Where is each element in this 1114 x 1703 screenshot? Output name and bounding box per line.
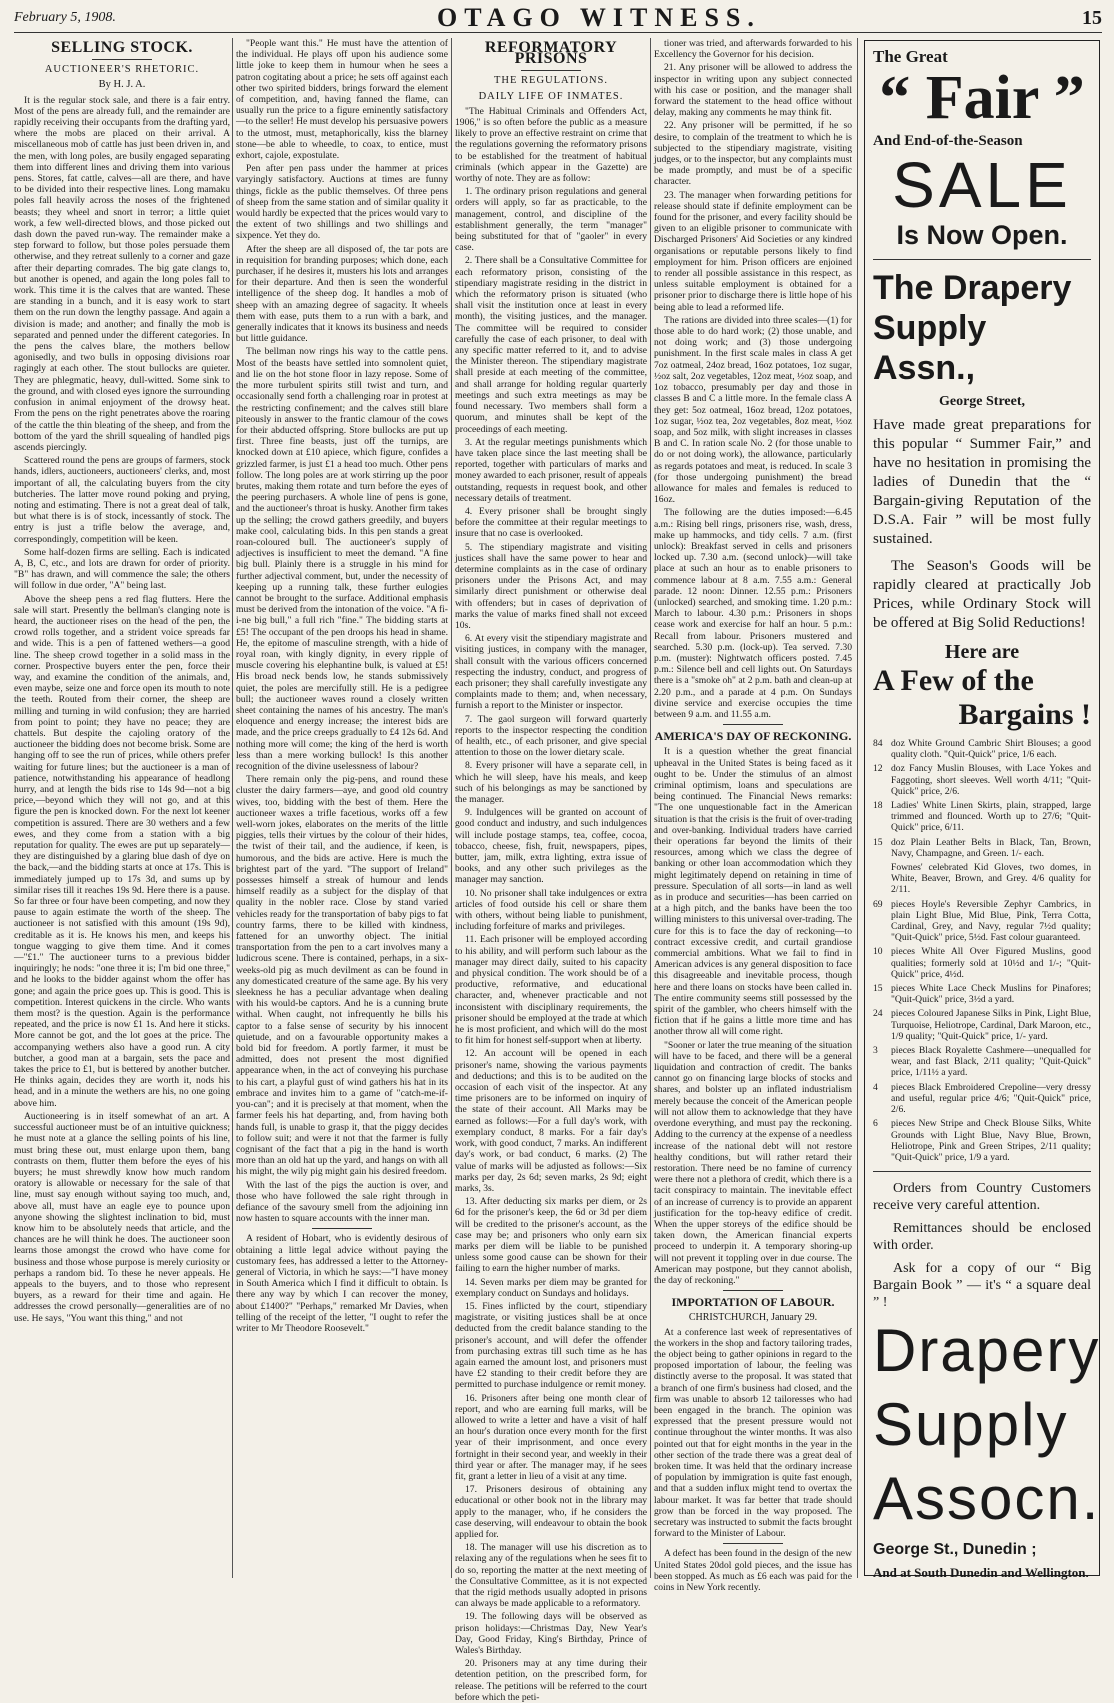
paragraph: Some half-dozen firms are selling. Each is indicated A, B, C, etc., and lots are drawn for order of priority. "B" has drawn, and will commence the sale; the others will follow in due order, "A" being last. [14,546,230,592]
divider [312,1228,372,1229]
item-quantity: 15 [873,983,883,995]
item-quantity: 4 [873,1081,878,1093]
paragraph: A defect has been found in the design of the new United States 20dol gold pieces, and the issue has been stopped. As much as £6 each was paid for the coins in New York recently. [654,1548,852,1594]
paragraph: With the last of the pigs the auction is over, and those who have followed the sale right through in defiance of the savoury smell from the adjoining inn now hasten to square accounts with the inner man. [236,1179,448,1225]
ad-company-name: The Drapery [873,269,1072,307]
paragraph: "The Habitual Criminals and Offenders Act, 1906," is so often before the public as a measure likely to prove an effective restraint on crime that the regulations governing the reformatory prisons to be established for the treatment of habitual criminals (which appear in the Gazette) are worthy of note. They are as follow: [455,105,647,185]
column-rule [232,38,233,1578]
ad-paragraph: The Season's Goods will be rapidly cleared at practically Job Prices, while Ordinary Stock will be offered at Big Solid Reductions! [873,558,1091,631]
paragraph: 3. At the regular meetings punishments which have taken place since the last meeting shall be reported, together with particulars of marks and money awarded to each prisoner, result of appeals outstanding, requests in request book, and other necessary details of treatment. [455,436,647,504]
list-item [873,738,1091,760]
paragraph: 21. Any prisoner will be allowed to address the inspector in writing upon any subject connected with his case or position, and the manager shall forward the statement to the head office without delay, making any comments he may think fit. [654,62,852,119]
item-description: pieces Black Embroidered Crepoline—very dressy and useful, regular price 4/6; "Quit-Quick" price, 2/6. [891,1081,1091,1116]
paragraph: There remain only the pig-pens, and round these cluster the dairy farmers—aye, and good old country wives, too, bidding with the best of them. Here the auctioneer waxes a trifle facetious, works off a few well-worn jokes, elaborates on the merits of the little piggies, tells their virtues by the colour of their hides, the twist of their tail, and the audience, if keen, is humorous, and the bids are active. Here is much the brightest part of the yard. "The support of Ireland" possesses himself a streak of humour and lends himself readily as a subject for the display of that quality in the nobler race. Close by stand varied vehicles ready for the transportation of baby pigs to fat country farms, there to be killed with kindness, fattened for an unworthy object. The initial transportation from the pen to a cart involves many a ludicrous scene. There is contained, perhaps, in a six-weeks-old pig as much devilment as can be found in any domesticated creature of the same age. By his very sleekness he has a peculiar advantage when dealing with his would-be captors. And he is a cunning brute withal. When caught, not infrequently he bills his captor to a false sense of security by his innocent quietude, and on a favourable opportunity makes a bold bid for freedom. A portly farmer, it must be admitted, does not present the most dignified appearance when, in the act of conveying his purchase to his cart, a playful gust of wind gathers his hat in its embrace and invites him to a game of "catch-me-if-you-can"; and it is precisely at that moment, when the farmer feels his hat departing, and, from having both hands full, is unable to grasp it, that the piggy decides to follow suit; and were it not that the farmer is fully cognisant of the fact that a pig in the hand is worth more than an old hat up the yard, and hangs on with all his might, the wily pig might gain his desired freedom. [236,774,448,1178]
ad-line: And End-of-the-Season [873,133,1023,149]
item-description: pieces New Stripe and Check Blouse Silks, White Grounds with Light Blue, Navy Blue, Brown, Heliotrope, Pink and Green Stripes, 2/11 quality; "Quit-Quick" price, 1/9 a yard. [891,1118,1091,1163]
ad-line: Is Now Open. [896,220,1068,250]
item-description: doz White Ground Cambric Shirt Blouses; a good quality cloth. "Quit-Quick" price, 1/6 each. [891,738,1091,761]
paragraph: 9. Indulgences will be granted on account of good conduct and industry, and such indulgences will include postage stamps, tea, coffee, cocoa, tobacco, cheese, fish, fruit, newspapers, pipes, butter, jam, milk, extra lighting, extra issue of books, and any other such privileges as the manager may sanction. [455,807,647,886]
list-item [873,862,1091,896]
ad-headline-fair: “ Fair ” [879,64,1085,132]
item-description: doz Plain Leather Belts in Black, Tan, Brown, Navy, Champagne, and Green. 1/- each. [891,836,1091,859]
item-description: Ladies' White Linen Skirts, plain, strapped, large trimmed and flounced. Worth up to 27/6; "Quit-Quick" price, 6/11. [891,800,1091,834]
list-item [873,946,1091,980]
column-rule [857,38,858,1578]
paragraph: 8. Every prisoner will have a separate cell, in which he will sleep, have his meals, and keep such of his belongings as may be sanctioned by the manager. [455,760,647,805]
list-item [873,800,1091,834]
paragraph: 19. The following days will be observed as prison holidays:—Christmas Day, New Year's Day, Good Friday, King's Birthday, Prince of Wales's Birthday. [455,1611,647,1657]
paragraph: It is a question whether the great financial upheaval in the United States is being faced as it ought to be. Under the stimulus of an almost criminal optimism, loans and speculations are being continued. The Financial News remarks: "The one unquestionable fact in the American situation is that the crisis is the fruit of over-trading and over-banking. Individual traders have carried their operations far beyond the limits of their resources, among which we class the degree of banking or other loan accommodation which they might legitimately depend on retaining in time of pressure. Speculation of all sorts—in land as well as in produce and securities—has been carried on at a high pitch, and the banks have been the too willing ministers to this universal over-trading. The cure for this is to face the day of reckoning—to contract excessive credit, and curtail grandiose commercial ambitions. What we fail to find in American advices is any general disposition to face this disagreeable and inevitable process, though here and there loans on stocks have been called in. The entire community seems still possessed by the spirit of the gambler, who cheers himself with the fiction that if he gains a little more time and has another throw all will come right. [654,746,852,1038]
list-item [873,1118,1091,1163]
paragraph: "People want this." He must have the attention of the individual. He plays off upon his audience some little joke to keep them in humour when he sees a patron cogitating about a price; he sets off against each other two spirited bidders, brings forward the element of competition, and, having fanned the flame, can usually run the price to a figure eminently satisfactory—to the seller! He must develop his persuasive powers to the utmost, must, metaphorically, kiss the blarney stone—be able to wheedle, to coax, to entice, must exhort, cajole, expostulate. [236,38,448,162]
paragraph: After the sheep are all disposed of, the tar pots are in requisition for branding purposes; which done, each purchaser, if he desires it, musters his lots and arranges for their departure. And then is seen the wonderful intelligence of the sheep dog. It handles a mob of sheep with an amazing degree of sagacity. It wheels them with ease, puts them to a run with a bark, and generally indicates that it knows its business and needs but little guidance. [236,243,448,345]
ad-paragraph: Ask for a copy of our “ Big Bargain Book ” — it's “ a square deal ” ! [873,1261,1091,1311]
ad-company-large: Drapery [873,1317,1101,1385]
ad-line: The Great [873,47,948,66]
paragraph: 4. Every prisoner shall be brought singly before the committee at their regular meetings to insure that no case is overlooked. [455,505,647,540]
paragraph: It is the regular stock sale, and there is a fair entry. Most of the pens are already full, and the remainder are rapidly receiving their occupants from the drafting yard, where the mobs are placed on their arrival. A miscellaneous mob of cattle has just been driven in, and the men, with long poles, are busily engaged separating them into different lines and driving them into various pens. Stores, fat cattle, calves—all are there, and have to be divided into their respective lines. Long mamaku poles fall heavily across the noses of the frightened beasts; they wheel and snort in terror; a little quiet work, a few well-directed blows, and those picked out dash down the paved run-way. The remainder make a step forward to follow, but those poles persuade them otherwise, and they retreat sullenly to a corner and gaze after their departing comrades. The big gate clangs to, but another is opened, and again the long poles fall to work. This time it is the calves that are wanted. These are standing in a bunch, and it is easy work to start them on the run down the lengthy passage. And again a division is made; and another; and finally the mob is separated and penned under the different categories. In the pens the calves blare, the mothers bellow agonisedly, and two bulls in opposing divisions roar ragingly at each other. The stout bullocks are quieter. They are phlegmatic, heavy, dull-witted. Some sink to the ground, and with closed eyes ignore the surrounding confusion in animal enjoyment of the drowsy heat. From the pens on the right penetrates above the roaring of the cattle the thin bleating of the sheep, and from the bottom of the yard the shrill squealing of handled pigs ascends piercingly. [14,94,230,453]
article-title-americas-day-of-reckoning: AMERICA'S DAY OF RECKONING. [654,729,852,744]
ad-company-name: Supply Assn., [873,309,987,387]
paragraph: The following are the duties imposed:—6.45 a.m.: Rising bell rings, prisoners rise, wash, dress, make up hammocks, and tidy cells. 7 a.m. (first unlock): Breakfast served in cells and prisoners locked up. 7.30 a.m. (second unlock)—will take place at such an hour as to enable prisoners to commence labour at 8 a.m. 7.55 a.m.: General parade. 12 noon: Dinner. 12.55 p.m.: Prisoners (unlocked) searched, and smoking time. 1.20 p.m.: March to labour. 4.30 p.m.: Prisoners in shops cease work and exercise for half an hour. 5 p.m.: Recall from labour. Prisoners mustered and searched. 5.30 p.m. (lock-up). Tea served. 7.30 p.m. (muster): Nightwatch officers posted. 7.45 p.m.: Silence bell and cell lights out. On Saturdays there is a "smoke oh" at 2 p.m. bath and clean-up at 2.20 p.m., and a parade at 4 p.m. On Sundays divine service and exercise occupies the time between 9 a.m. and 11.55 a.m. [654,507,852,720]
paragraph: 1. The ordinary prison regulations and general orders will apply, so far as practicable, to the management, control, and discipline of the establishment generally, the term "manager" being substituted for that of "gaoler" in every case. [455,186,647,254]
item-quantity: 24 [873,1008,883,1020]
paragraph: 13. After deducting six marks per diem, or 2s 6d for the prisoner's keep, the 6d or 3d per diem will be credited to the prisoner's account, as the case may be; and prisoners who only earn six marks per diem will be liable to be punished unless some good cause can be shown for their failing to earn the higher number of marks. [455,1196,647,1275]
newspaper-title: OTAGO WITNESS. [437,3,761,32]
article-title-reformatory-prisons: REFORMATORY PRISONS [484,39,618,68]
item-quantity: 84 [873,738,883,749]
ad-company-large: Supply [873,1391,1069,1459]
article-byline: By H. J. A. [98,79,146,91]
article-title-importation-of-labour: IMPORTATION OF LABOUR. [671,1295,835,1310]
paragraph: 7. The gaol surgeon will forward quarterly reports to the inspector respecting the condition of health, etc., of each prisoner, and give special attention to those on the lower dietary scale. [455,713,647,759]
article-subtitle: AUCTIONEER'S RHETORIC. [44,64,200,76]
paragraph: Scattered round the pens are groups of farmers, stock hands, idlers, auctioneers, auctioneers' clerks, and, most important of all, the calculating buyers from the city butcheries. The latter move round poking and prying, noting and estimating. There is not a great deal of talk, but what there is is of stock, incessantly of stock. The entry is just a trifle below the average, and, correspondingly, competition will be keen. [14,455,230,545]
divider [521,70,581,71]
item-quantity: 15 [873,836,883,848]
item-quantity: 10 [873,946,883,958]
ad-branches: And at South Dunedin and Wellington. [873,1565,1089,1581]
masthead [14,4,1102,33]
ad-paragraph: Orders from Country Customers receive very careful attention. [873,1181,1091,1214]
column-2 [236,38,448,1578]
article-title-selling-stock: SELLING STOCK. [51,39,193,56]
paragraph: 16. Prisoners after being one month clear of report, and who are earning full marks, will be allowed to write a letter and have a visit of half an hour's duration once every month for the first year of their imprisonment, and once every fortnight in their second year, and weekly in their third year or after. The manager may, if he sees fit, grant a letter in lieu of a visit at any time. [455,1392,647,1482]
article-subtitle: THE REGULATIONS. [494,75,608,87]
paragraph: 20. Prisoners may at any time during their detention petition, on the prescribed form, for release. The petitions will be referred to the court before which the peti- [455,1658,647,1703]
ad-heading: A Few of the [873,664,1034,697]
item-description: pieces White All Over Figured Muslins, good qualities; formerly sold at 10½d and 1/-; "Quit-Quick" price, 4½d. [891,946,1091,980]
divider [723,1290,783,1291]
paragraph: 17. Prisoners desirous of obtaining any educational or other book not in the library may apply to the manager, who, if he considers the case deserving, will endeavour to obtain the book applied for. [455,1484,647,1540]
divider [92,59,152,60]
item-quantity: 12 [873,763,883,775]
list-item [873,1008,1091,1042]
paragraph: 5. The stipendiary magistrate and visiting justices shall have the same power to hear and determine complaints as in the case of ordinary prisoners under the Prisons Act, and may similarly direct punishment or otherwise deal with offenders; but in cases of deprivation of marks the value of marks fined shall not exceed 10s. [455,541,647,631]
divider [723,724,783,725]
item-description: pieces White Lace Check Muslins for Pinafores; "Quit-Quick" price, 3½d a yard. [891,983,1091,1006]
list-item [873,899,1091,944]
item-description: Fownes' celebrated Kid Gloves, two domes, in White, Beaver, Brown, and Grey. 4/6 quality for 2/11. [891,862,1091,896]
paragraph: The rations are divided into three scales—(1) for those able to do hard work; (2) those unable, and not doing work; and (3) those undergoing punishment. In the first scale males in class A get 7oz oatmeal, 24oz bread, 16oz potatoes, 1oz sugar, ½oz salt, 2oz vegetables, 12oz meat, ½oz soap, and 1oz tobacco, presumably per day and those in classes B and C a little more. In the female class A they get: 5oz oatmeal, 16oz bread, 12oz potatoes, 1oz sugar, ½oz tea, 2oz vegetables, 8oz meat, ½oz soap, and 5oz milk, with slight increases in classes B and C. In ration scale No. 2 (for those unable to do or not doing work), the allowance, particularly as regards potatoes and meat, is reduced. In scale 3 (for those undergoing punishment) the bread allowance for males and females is reduced to 16oz. [654,314,852,506]
ad-paragraph: Have made great preparations for this popular “ Summer Fair,” and have no hesitation in promising the ladies of Dunedin that the “ Bargain-giving Reputation of the D.S.A. Fair ” will be most fully sustained. [873,417,1091,547]
paragraph: 6. At every visit the stipendiary magistrate and visiting justices, in company with the manager, shall consult with the various officers concerned respecting the industry, conduct, and progress of each prisoner; they shall carefully investigate any complaints made to them; and, when necessary, furnish a report to the Minister or inspector. [455,633,647,712]
ad-address: George St., Dunedin ; [873,1541,1037,1559]
paragraph: 22. Any prisoner will be permitted, if he so desire, to complain of the treatment to which he is subjected to the stipendiary magistrate, visiting judges, or to the inspector, but any complaints must be made promptly, and must be of a specific character. [654,120,852,188]
paragraph: Above the sheep pens a red flag flutters. Here the sale will start. Presently the bellman's clanging note is heard, the auctioneer rises on the head of the pen, the crowd rolls together, and a strident voice spreads far and wide. This is a pen of fattened wethers—a good line. The sheep crowd together in a solid mass in the corner. Prospective buyers enter the pen, force their way, and examine the condition of the animals, and, even maybe, seize one and force open its mouth to note the teeth. Routed from their corner, the sheep are milling and turning in wild confusion; they are harried from point to point; they have no peace; they are chattels. But despite the cajoling oratory of the auctioneer the bidding does not become brisk. Some are hanging off to see the run of prices, while others prefer waiting for future lines; but the auctioneer is a man of patience, notwithstanding his appearance of headlong hurry, and at length the bids rise to 14s 9d—not a big price,—beyond which they will not go, and at this figure the pen is knocked down. For the next lot keener competition is assured. There are 30 wethers and a few ewes, and they come from a station with a big reputation for quality. The ewes are put up separately—they are distinguished by a glaring blue dash of dye on the back,—and the bidding starts at once at 17s. This is immediately jumped up to 17s 3d, and sums up by similar rises till it reaches 19s 9d. Here there is a pause. So far three or four have been competing, and now they pause to again estimate the worth of the sheep. The auctioneer is not satisfied with this amount (19s 9d), creditable as it is. He knows his men, and keeps his tongue wagging to give them time. And it comes—"£1." The auctioneer turns to a previous bidder inquiringly; he nods: "one three it is; I'm bid one three," and he looks to the bidder against whom the offer has gone; and again the price goes up. This is good. This is competition. Interest quickens in the circle. Who wants them most? is the question. Again is the performance repeated, and the price is now £1 1s. And here it sticks. More cannot be got, and the lot goes at the price. The accompanying wethers also have a good run. A city butcher, a good man at a bargain, sets the pace and takes the price to £1, but is bettered by another butcher. He thinks again, decides they are worth it, nods his head, and in a minute the wethers are his, no one going above him. [14,593,230,1109]
paragraph: 14. Seven marks per diem may be granted for exemplary conduct on Sundays and holidays. [455,1276,647,1299]
ad-address: George Street, [938,394,1026,409]
list-item [873,1082,1091,1116]
item-description: pieces Coloured Japanese Silks in Pink, Light Blue, Turquoise, Heliotrope, Cardinal, Dark Maroon, etc., 1/9 quality; "Quit-Quick" price, 1/- yard. [891,1008,1091,1042]
column-rule [451,38,452,1578]
item-description: pieces Black Royalette Cashmere—unequalled for wear, and fast Black, 2/11 quality; "Quit-Quick" price, 1/11½ a yard. [891,1045,1091,1079]
issue-date: February 5, 1908. [14,10,116,25]
ad-headline-sale: SALE [892,149,1072,221]
divider [873,259,1091,260]
paragraph: The bellman now rings his way to the cattle pens. Most of the beasts have settled into somnolent quiet, and lie on the hot stone floor in lazy repose. Some of the more turbulent spirits still twist and turn, and occasionally send forth a challenging roar in protest at the restricting confinement; and the calves still blare piteously in answer to the frantic clamour of the cows for their abducted offspring. Store bullocks are put up first. Three fine beasts, just off the turnips, are knocked down at £10 apiece, which figure, confides a grizzled farmer, is just £1 a head too much. Other pens follow. The long poles are at work stirring up the poor brutes, making them rotate and turn before the eyes of the peering purchasers. A whole line of pens is gone, and the auctioneer's throat is husky. Another firm takes up the selling; the crowd gathers greedily, and buyers make cool, calculating bids. In this pen stands a great roan-coloured bull. The auctioneer's supply of adjectives is insufficient to meet the demand. "A fine big bull. Plainly there is a struggle in his mind for further adjectival comment, but, under the necessity of keeping up a running talk, these further eulogies cannot be brought to the surface. Additional emphasis must be derived from the intonation of the voice. "A fi-i-ne big bull," a full rich "fine." The bidding starts at £5! The occupant of the pen droops his head in shame. He, the epitome of masculine strength, with a hide of royal roan, with kingly dignity, in every ripple of muscle covering his elephantine bulk, is valued at £5! His broad neck bends low, he stands submissively quiet, the poles are mercifully still. He is a pedigree bull; the auctioneer waves round a closely written sheet containing the names of his ancestry. The man's eloquence and energy increase; the interest bids are made, and the price creeps gradually to £4 12s 6d. And nothing more will come; the king of the herd is worth less than a mere working bullock! Is this another recognition of the divine uselessness of labour? [236,346,448,772]
list-item [873,837,1091,859]
divider [873,1171,1091,1172]
item-quantity: 18 [873,800,883,812]
paragraph: Auctioneering is in itself somewhat of an art. A successful auctioneer must be of an intuitive quickness; he must note at a glance the selling points of his line, must bring these out, must enlarge upon them, bang contrasts on them, flutter them before the eyes of his buyers; he must shrewdly know how much random oratory is allowable or necessary for the sale of that line, must say enough without saying too much, and, above all, must have an eagle eye to pounce upon anyone showing the slightest inclination to bid, must know him to be absolutely needs that article, and the chances are he will think he does. The auctioneer soon learns those amongst the crowd who have come for business and those whose purpose is merely curiosity or perhaps a random bid. To these he never appeals. He appeals to the buyers, and to those who represent buyers, as a reward for their time and again. He addresses the crowd personally—generalities are of no use. He says, "You want this thing," and not [14,1110,230,1324]
column-rule [650,38,651,1578]
item-quantity: 3 [873,1045,878,1057]
article-subtitle: DAILY LIFE OF INMATES. [478,90,624,102]
item-description: doz Fancy Muslin Blouses, with Lace Yokes and Faggoting, short sleeves. Well worth 4/11; "Quit-Quick" price, 2/6. [891,763,1091,797]
list-item [873,763,1091,797]
item-description: pieces Hoyle's Reversible Zephyr Cambrics, in plain Light Blue, Mid Blue, Pink, Terra Cotta, Cardinal, Grey, and Navy, regular 7½d quality; "Quit-Quick" price, 5½d. Fast colour guaranteed. [891,898,1091,944]
paragraph: 15. Fines inflicted by the court, stipendiary magistrate, or visiting justices shall be at once deducted from the credit balance standing to the prisoner's account, and will defer the offender from purchasing extras till such time as he has again earned the amount lost, and prisoners must have £2 standing to their credit before they are permitted to purchase indulgence or remit money. [455,1300,647,1391]
ad-heading: Bargains ! [958,698,1091,731]
paragraph: Pen after pen pass under the hammer at prices varyingly satisfactory. Auctions at times are funny things, fickle as the public themselves. Of three pens of sheep from the same station and of similar quality it would hardly be expected that the prices would vary to the extent of two shillings and two shillings and sixpence. Yet they do. [236,163,448,242]
paragraph: 12. An account will be opened in each prisoner's name, showing the various payments and deductions; and this is to be audited on the occasion of each visit of the inspector. At any time prisoners are to be informed on inquiry of the state of their account. All Marks may be earned as follows:—For a full day's work, with exemplary conduct, 8 marks. For a fair day's work, with good conduct, 7 marks. An indifferent day's work, or bad conduct, 6 marks. (2) The value of marks will be adjusted as follows:—Six marks per day, 2s 6d; seven marks, 2s 9d; eight marks, 3s. [455,1048,647,1194]
paragraph: tioner was tried, and afterwards forwarded to his Excellency the Governor for his decision. [654,38,852,61]
article-body [14,95,230,1324]
dateline: CHRISTCHURCH, January 29. [688,1312,818,1324]
divider [723,1543,783,1544]
paragraph: 11. Each prisoner will be employed according to his ability, and will perform such labour as the manager may direct daily, suited to his capacity and physical condition. The work should be of a productive, reformative, and educational character, and, whenever practicable and not inconsistent with disciplinary requirements, the prisoner should be employed at the trade at which he is most proficient, and which will do the most to fit him for honest self-support when at liberty. [455,934,647,1047]
paragraph: "Sooner or later the true meaning of the situation will have to be faced, and there will be a general liquidation and contraction of credit. The banks cannot go on financing large blocks of stocks and shares, and bolster up an inflated industrialism merely because the conceit of the American people will not allow them to acknowledge that they have overdone everything, and must pay the reckoning. Adding to the currency at the expense of a needless increase of the national debt will not restore healthy conditions, but will rather retard their restoration. There need be no famine of currency were there not a plethora of credit, which there is a tacit conspiracy to maintain. The inevitable effect of an increase of currency is to provide an apparent justification for the top-heavy edifice of credit. When the upper storeys of the edifice should be taken down, the American financial experts proceed to underpin it. A temporary shoring-up will not prevent it toppling over in due course. The American may postpone, but they cannot abolish, the day of reckoning." [654,1039,852,1286]
paragraph: 23. The manager when forwarding petitions for release should state if definite employment can be found for the prisoner, and every facility should be given to an eligible prisoner to communicate with Discharged Prisoners' Aid Societies or any kindred organisations or reputable persons likely to find employment for him. Prison officers are enjoined to render all possible assistance in this respect, as unless suitable employment is obtained for a prisoner prior to discharge there is little hope of his being able to lead a reformed life. [654,189,852,313]
list-item [873,1045,1091,1079]
paragraph: 10. No prisoner shall take indulgences or extra articles of food outside his cell or share them with others, without being liable to punishment, including forfeiture of marks and privileges. [455,887,647,933]
paragraph: A resident of Hobart, who is evidently desirous of obtaining a little legal advice without paying the customary fees, has addressed a letter to the Attorney-general of Victoria, in which he says:—"I have money in South America which I find it difficult to obtain. Is there any way by which I can recover the money, about £1400?" "Perhaps," remarked Mr Davies, when telling of the receipt of the letter, "I ought to refer the writer to Mr Theodore Roosevelt." [236,1233,448,1334]
ad-company-large: Assocn. [873,1465,1101,1533]
column-4 [654,38,852,1594]
ad-paragraph: Remittances should be enclosed with order. [873,1221,1091,1254]
item-quantity [873,862,891,896]
column-3 [455,38,647,1703]
paragraph: 18. The manager will use his discretion as to relaxing any of the regulations when he sees fit to do so, reporting the matter at the next meeting of the Consultative Committee, as it is not expected that the rigid methods usually adopted in prisons can always be made applicable to a reformatory. [455,1542,647,1610]
list-item [873,983,1091,1005]
bargain-list [873,738,1091,1163]
item-quantity: 6 [873,1118,878,1130]
drapery-sale-advertisement [864,40,1101,1581]
paragraph: 2. There shall be a Consultative Committee for each reformatory prison, consisting of the stipendiary magistrate residing in the district in which the reformatory prison is situated (who shall visit the institution once at least in every month), the visiting justices, and the manager. The committee will be required to consider carefully the case of each prisoner, to deal with any specific matter referred to it, and to advise the Minister thereon. The stipendiary magistrate shall preside at each meeting of the committee, and shall arrange for holding regular quarterly meetings and such extra meetings as may be found necessary. Two members shall form a quorum, and minutes shall be kept of the proceedings of each meeting. [455,255,647,435]
column-1 [14,38,230,1578]
paragraph: At a conference last week of representatives of the workers in the shop and factory tailoring trades, the object being to gather opinions in regard to the proposed importation of labour, the feeling was distinctly averse to the proposal. It was stated that a branch of one firm's business had closed, and the firm was unable to absorb 12 tailoresses who had been engaged in the branch. The opinion was expressed that the present pressure would not continue throughout the winter months. It was also pointed out that for eight months in the year in the other section of the trade there was a great deal of broken time. It was held that the ordinary increase of population by immigration is quite fast enough, and that a sudden influx might tend to overtax the labour market. It was far better that trade should grow than be forced in the way proposed. The secretary was instructed to submit the facts brought forward to the Minister of Labour. [654,1326,852,1540]
item-quantity: 69 [873,898,883,910]
page-number: 15 [1082,6,1102,29]
ad-line: Here are [944,641,1020,663]
